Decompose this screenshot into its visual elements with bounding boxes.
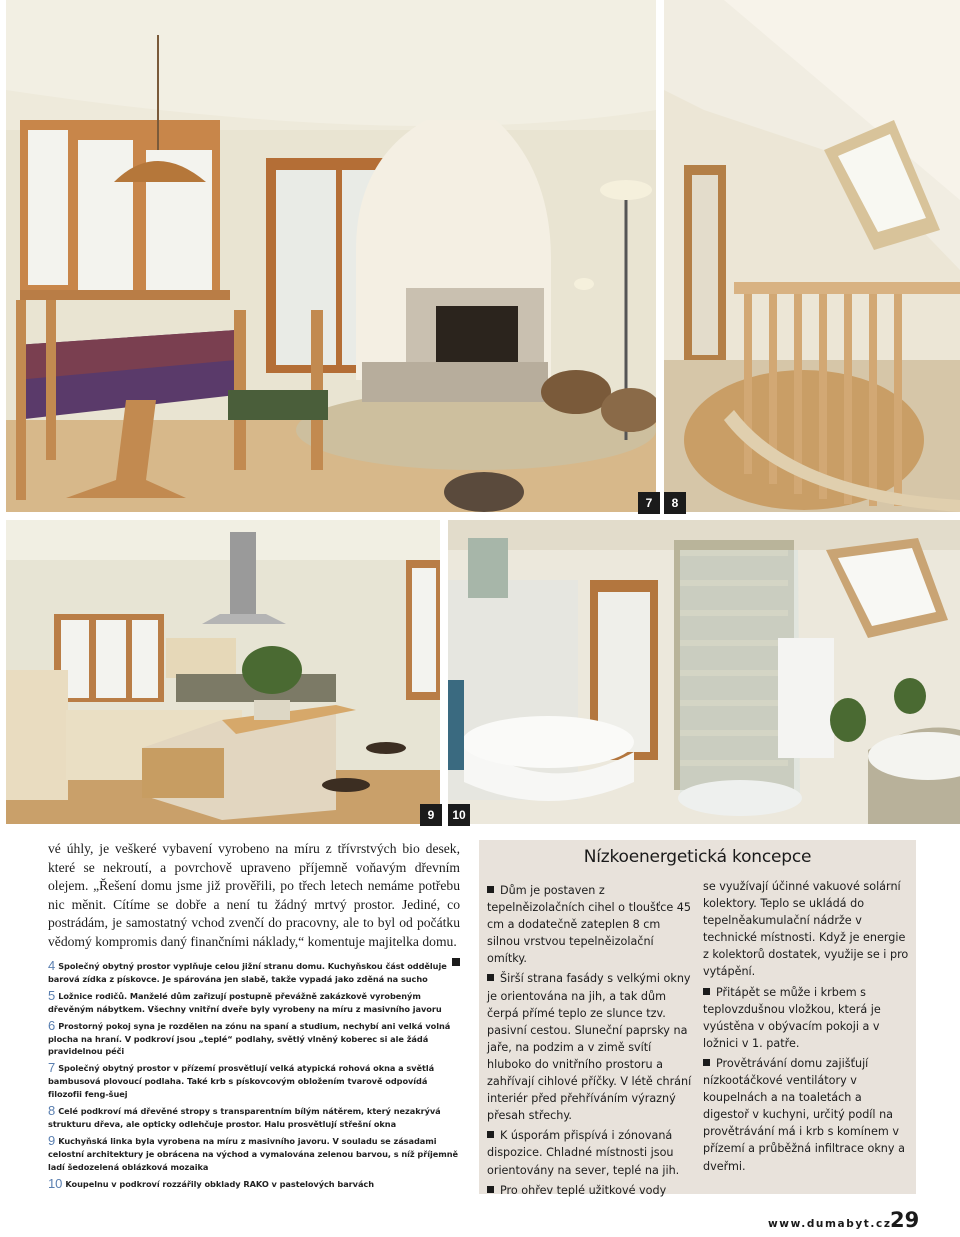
caption-text: Koupelnu v podkroví rozzářily obklady RAKO v pastelových barvách [65, 1178, 375, 1189]
caption-number: 9 [48, 1132, 56, 1148]
bullet-icon [487, 974, 494, 981]
caption-text: Ložnice rodičů. Manželé dům zařizují postupně převážně zakázkově vyrobeným dřevěným nábytkem. Všechny vnitřní dveře byly vyrobeny na míru z masivního javoru [48, 990, 442, 1014]
photo-number: 9 [420, 804, 442, 826]
photo-captions [48, 960, 462, 1195]
caption [48, 1132, 462, 1174]
sidebar-item-text: Širší strana fasády s velkými okny je orientována na jih, a tak dům čerpá přímé teplo ze slunce tzv. pasivní cestou. Sluneční paprsky na jaře, na podzim a v zimě svítí hluboko do vnitřního prostoru a zahřívají cihlové příčky. V létě chrání interiér před přehříváním výrazný přesah střechy. [487, 972, 692, 1123]
caption-text: Celé podkroví má dřevěné stropy s transparentním bílým nátěrem, který nezakrývá strukturu dřeva, ale opticky odlehčuje prostor. Halu prosvětlují střešní okna [48, 1106, 441, 1129]
photo-living-room [6, 0, 656, 512]
sidebar-column-left [487, 882, 693, 1202]
page-number: 29 [890, 1208, 920, 1232]
bullet-icon [487, 886, 494, 893]
sidebar-item-text: Dům je postaven z tepelněizolačních cihel o tloušťce 45 cm a dodatečně zateplen 8 cm silnou vrstvou tepelněizolační omítky. [487, 884, 692, 966]
caption [48, 987, 462, 1016]
article-body [48, 840, 460, 966]
photo-number: 8 [664, 492, 686, 514]
caption-number: 8 [48, 1103, 56, 1119]
sidebar-title: Nízkoenergetická koncepce [583, 847, 812, 867]
caption [48, 1062, 462, 1101]
photo-bathroom [448, 520, 960, 824]
bullet-icon [703, 1059, 710, 1066]
sidebar-item [487, 1182, 693, 1199]
caption-text: Prostorný pokoj syna je rozdělen na zónu na spaní a studium, nechybí ani velká volná plocha na hraní. V podkroví jsou „teplé“ podlahy, světlý vlněný koberec si ale žádá pravidelnou péči [48, 1020, 451, 1057]
caption-number: 6 [48, 1017, 56, 1033]
caption [48, 960, 462, 986]
sidebar-item [703, 984, 911, 1052]
caption-number: 10 [48, 1175, 63, 1191]
photo-number: 10 [448, 804, 470, 826]
sidebar-item [487, 970, 693, 1124]
caption-text: Kuchyňská linka byla vyrobena na míru z masivního javoru. V souladu se zásadami celostní architektury je obrácena na východ a vymalována zelenou barvou, s níž příjemně ladí šedozelená oblázková mozaika [48, 1135, 458, 1172]
caption-number: 7 [48, 1060, 56, 1076]
photo-number: 7 [638, 492, 660, 514]
article-paragraph [48, 840, 460, 952]
paragraph-text: vé úhly, je veškeré vybavení vyrobeno na míru z třívrstvých bio desek, které se nekroutí, a povrchově upraveno příjemně voňavým dřevním olejem. „Řešení domu jsme již prověřili, po třech letech nemáme potřebu nic měnit. Cítíme se dobře a není tu žádný mrtvý prostor. Jediné, co postrádám, je samostatný vchod zvenčí do pracovny, ale to byl od počátku vědomý kompromis daný finančními náklady,“ komentuje majitelka domu. [48, 841, 460, 949]
caption [48, 1017, 462, 1059]
bullet-icon [487, 1131, 494, 1138]
bullet-icon [487, 1186, 494, 1193]
sidebar-column-right [703, 878, 911, 1178]
photo-attic [664, 0, 960, 512]
photo-kitchen [6, 520, 440, 824]
caption-number: 4 [48, 958, 56, 973]
sidebar-item-text: Pro ohřev teplé užitkové vody [500, 1183, 667, 1197]
caption-text: Společný obytný prostor v přízemí prosvětlují velká atypická rohová okna a světlá bambusová plovoucí podlaha. Také krb s pískovcovým obložením tvarově odpovídá filozofii feng-šuej [48, 1063, 435, 1100]
sidebar-item [487, 882, 693, 967]
caption-number: 5 [48, 987, 56, 1003]
sidebar-item-text: K úsporám přispívá i zónovaná dispozice. Chladné místnosti jsou orientovány na sever, teplé na jih. [487, 1129, 680, 1177]
sidebar-continuation: se využívají účinné vakuové solární kolektory. Teplo se ukládá do tepelněakumulační nádrže v technické místnosti. Když je energie z kolektorů dostatek, využije se i pro vytápění. [703, 880, 909, 979]
sidebar-item [703, 1055, 911, 1175]
caption [48, 1105, 462, 1131]
caption [48, 1175, 462, 1191]
bullet-icon [703, 988, 710, 995]
sidebar-item-text: Přitápět se může i krbem s teplovzdušnou vložkou, která je vyústěna v obývacím pokoji a v ložnici v 1. patře. [703, 985, 881, 1050]
footer-url: www.dumabyt.cz [768, 1218, 892, 1230]
sidebar-item [487, 1127, 693, 1178]
sidebar-item-text: Provětrávání domu zajišťují nízkootáčkové ventilátory v koupelnách a na toaletách a digestoř v kuchyni, určitý podíl na provětrávání má i krb s komínem v přízemí a průběžná infiltrace okny a dveřmi. [703, 1056, 905, 1173]
caption-text: Společný obytný prostor vyplňuje celou jižní stranu domu. Kuchyňskou část odděluje barová zídka z pískovce. Je spárována jen slabě, takže vypadá jako zděná na sucho [48, 961, 447, 984]
sidebar-box [479, 840, 916, 1197]
